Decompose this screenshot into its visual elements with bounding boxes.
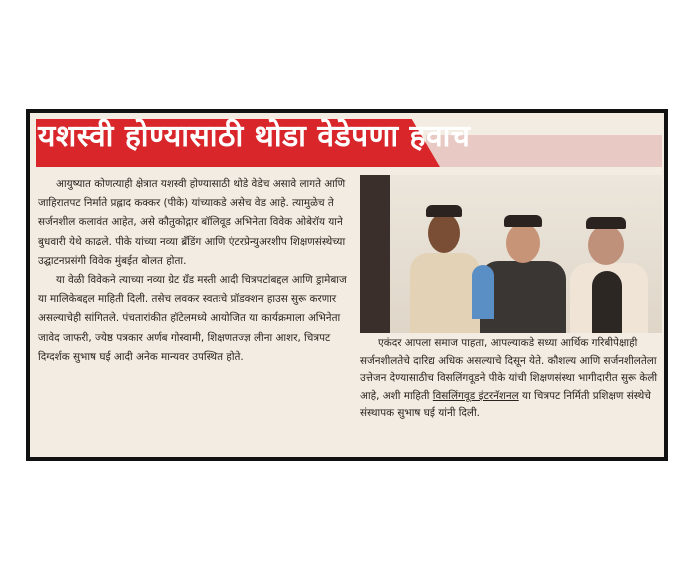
article-paragraph: या वेळी विवेकने त्याच्या नव्या ग्रेट ग्रँड मस्ती आदी चित्रपटांबद्दल आणि ड्रामेबाज या मालिकेबद्दल माहिती दिली. तसेच लवकर स्वतःचे प्रॉडक्शन हाउस सुरू करणार असल्याचेही सांगितले. पंचतारांकीत हॉटेलमध्ये आयोजित या कार्यक्रमाला अभिनेता जावेद जाफरी, ज्येष्ठ पत्रकार अर्णब गोस्वामी, शिक्षणतज्ज्ञ लीना आशर, चित्रपट दिग्दर्शक सुभाष घई आदी अनेक मान्यवर उपस्थित होते. <box>38 274 347 363</box>
article-photo <box>360 175 662 333</box>
right-text-after: या चित्रपट निर्मिती प्रशिक्षण संस्थेचे संस्थापक सुभाष घई यांनी दिली. <box>360 389 651 420</box>
article-left-column <box>38 175 356 457</box>
article-paragraph <box>360 335 664 423</box>
photo-dark-edge <box>360 175 390 333</box>
article-paragraph: आयुष्यात कोणत्याही क्षेत्रात यशस्वी होण्यासाठी थोडे वेडेच असावे लागते आणि जाहिरातपट निर्माते प्रह्लाद कक्कर (पीके) यांच्याकडे असेच वेड आहे. त्यामुळेच ते सर्जनशील कलावंत आहेत, असे कौतुकोद्गार बॉलिवूड अभिनेता विवेक ओबेरॉय याने बुधवारी येथे काढले. पीके यांच्या नव्या ब्रँडिंग आणि एंटरप्रेन्युअरशीप शिक्षणसंस्थेच्या उद्घाटनप्रसंगी विवेक मुंबईत बोलत होता. <box>38 178 346 267</box>
right-text-before: एकंदर आपला समाज पाहता, आपल्याकडे सध्या आर्थिक गरिबीपेक्षाही सर्जनशीलतेचे दारिद्य अधिक असल्याचे दिसून येते. कौशल्य आणि सर्जनशीलतेला उत्तेजन देण्यासाठीच विसलिंगवूडने पीके यांची शिक्षणसंस्था भागीदारीत सुरू केली आहे, अशी माहिती <box>360 337 658 402</box>
article-right-column <box>360 335 664 455</box>
headline: यशस्वी होण्यासाठी थोडा वेडेपणा हवाच <box>38 119 471 154</box>
institute-name: विसलिंगवूड इंटरनॅशनल <box>432 389 519 402</box>
newspaper-clipping <box>26 109 668 461</box>
